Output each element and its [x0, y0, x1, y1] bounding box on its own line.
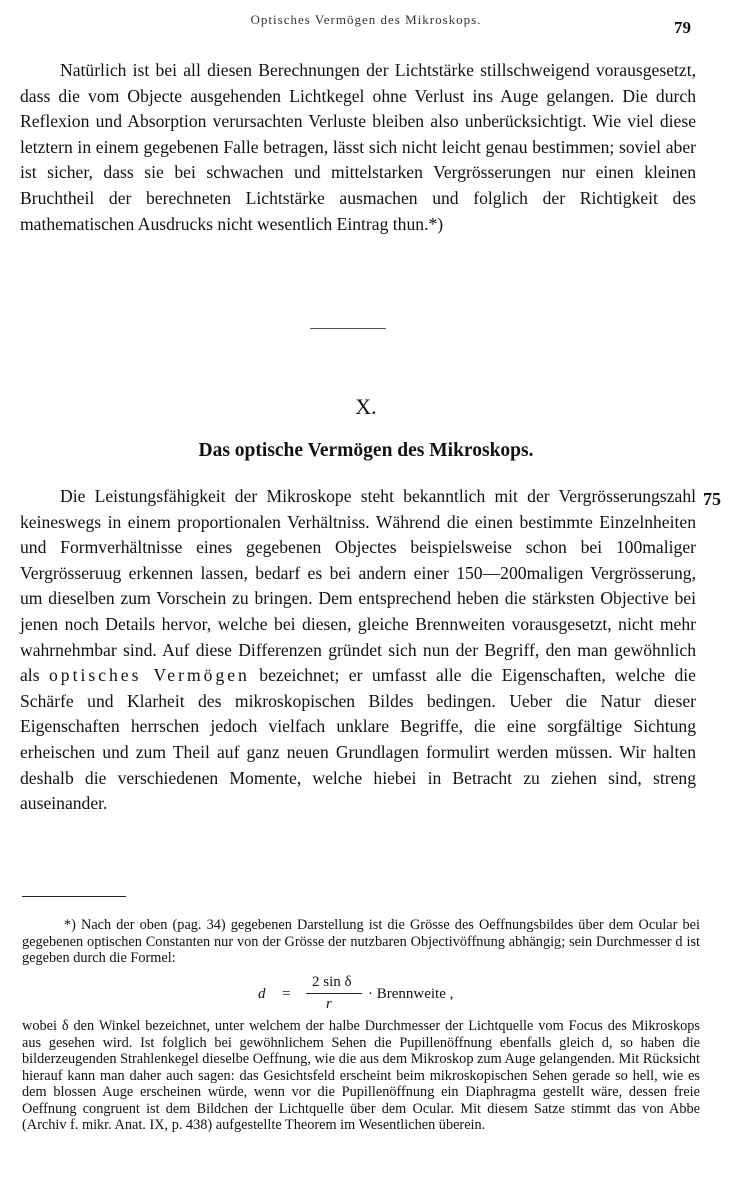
spaced-term: optisches Vermögen: [48, 665, 250, 686]
formula: [252, 972, 552, 1018]
section-divider: [310, 328, 386, 329]
footnote-continuation-block: [22, 1018, 700, 1134]
footnote-intro: *) Nach der oben (pag. 34) gegebenen Darstellung ist die Grösse des Oeffnungsbildes über dem Ocular bei gegebenen optischen Constanten nur von der Grösse der nutzbaren Objectivöffnung abhängig; sein Durchmesser d ist gegeben durch die Formel:: [22, 917, 700, 966]
section-paragraph-part-b: bezeichnet; er umfasst alle die Eigenschaften, welche die Schärfe und Klarheit des mikroskopischen Bildes bedingen. Ueber die Natur dieser Eigenschaften herrschen jedoch vielfach unklare Begriffe, die eine sorgfältige Sichtung erheischen und zum Theil auf ganz neuen Grundlagen formulirt werden müssen. Wir halten deshalb die verschiedenen Momente, welche hiebei in Betracht zu ziehen sind, streng auseinander.: [20, 665, 696, 814]
fraction-bar: [306, 993, 362, 994]
formula-equals: =: [282, 986, 291, 1002]
section-title: Das optische Vermögen des Mikroskops.: [198, 440, 534, 461]
formula-lhs: d: [258, 986, 266, 1002]
section-paragraph: [20, 484, 696, 817]
section-paragraph-block: [20, 484, 696, 817]
page-number: 79: [674, 18, 691, 37]
footnote-rule: [22, 896, 126, 897]
margin-reference-number: 75: [703, 489, 721, 509]
running-header: Optisches Vermögen des Mikroskops.: [250, 12, 482, 27]
intro-paragraph: Natürlich ist bei all diesen Berechnungen der Lichtstärke stillschweigend vorausgesetzt, dass die vom Objecte ausgehenden Lichtkegel ohne Verlust ins Auge gelangen. Die durch Reflexion und Absorption verursachten Verluste bleiben also unberücksichtigt. Wie viel diese letztern in einem gegebenen Falle betragen, lässt sich nicht leicht genau bestimmen; soviel aber ist sicher, dass sie bei schwachen und mittelstarken Vergrösserungen nur einen kleinen Bruchtheil der berechneten Lichtstärke ausmachen und folglich der Richtigkeit des mathematischen Ausdrucks nicht wesentlich Eintrag thun.*): [20, 60, 696, 234]
section-number: X.: [355, 394, 377, 419]
formula-denominator: r: [326, 996, 332, 1012]
footnote-intro-block: [22, 917, 700, 967]
intro-paragraph-block: [20, 58, 696, 237]
section-paragraph-part-a: Die Leistungsfähigkeit der Mikroskope steht bekanntlich mit der Vergrösserungszahl keineswegs in einem proportionalen Verhältniss. Während die einen bestimmte Einzelnheiten und Formverhältnisse eines gegebenen Objectes beispielsweise schon bei 100maliger Vergrösseruug erkennen lassen, bedarf es bei andern einer 150—200maligen Vergrösserung, um dieselben zum Vorschein zu bringen. Dem entsprechend heben die stärksten Objective bei jenen noch Details hervor, welche bei diesen, gleiche Brennweiten vorausgesetzt, nicht mehr wahrnehmbar sind. Auf diese Differenzen gründet sich nun der Begriff, den man gewöhnlich als: [20, 486, 696, 686]
footnote-continuation: wobei δ den Winkel bezeichnet, unter welchem der halbe Durchmesser der Lichtquelle vom Focus des Mikroskops aus gesehen wird. Ist folglich bei gewöhnlichem Sehen die Pupillenöffnung ebenfalls gleich d, so haben die bilderzeugenden Strahlenkegel dieselbe Oeffnung, wie die aus dem Mikroskop zum Auge gelangenden. Mit Rücksicht hierauf kann man daher auch sagen: das Gesichtsfeld erscheint beim mikroskopischen Sehen gerade so hell, wie es dem blossen Auge erscheinen würde, wenn vor die Pupillenöffnung ein Diaphragma gestellt wäre, dessen freie Oeffnung congruent ist dem Bildchen der Lichtquelle über dem Ocular. Mit diesem Satze stimmt das von Abbe (Archiv f. mikr. Anat. IX, p. 438) aufgestellte Theorem im Wesentlichen überein.: [22, 1018, 700, 1133]
formula-numerator: 2 sin δ: [312, 974, 352, 990]
formula-tail: · Brennweite ,: [368, 986, 454, 1002]
